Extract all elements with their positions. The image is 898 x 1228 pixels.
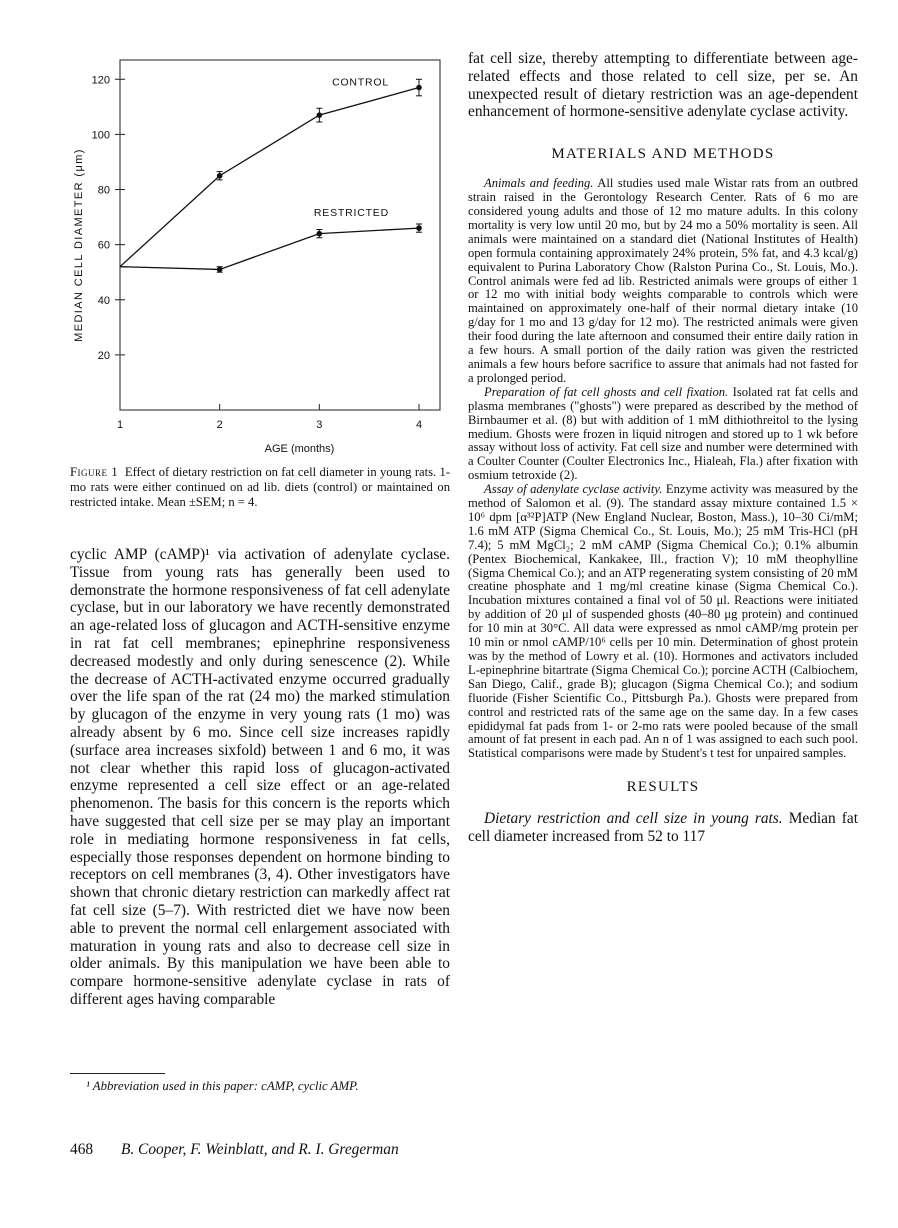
y-tick-label: 40	[97, 294, 110, 307]
caption-text: Effect of dietary restriction on fat cell diameter in young rats. 1-mo rats were either continued on ad lib. diets (control) or maintained on restricted intake. Mean ±SEM; n = 4.	[70, 465, 451, 509]
intro-paragraph: fat cell size, thereby attempting to differentiate between age-related effects and those related to cell size, per se. An unexpected result of dietary restriction was an age-dependent enhancement of hormone-sensitive adenylate cyclase activity.	[468, 50, 858, 121]
left-paragraph: cyclic AMP (cAMP)¹ via activation of adenylate cyclase. Tissue from young rats has generally been used to demonstrate the hormone responsiveness of fat cell adenylate cyclase, but in our laboratory we have recently demonstrated an age-related loss of glucagon and ACTH-sensitive enzyme in rat fat cell membranes; epinephrine responsiveness decreased modestly and only during senescence (2). While the decrease of ACTH-activated enzyme occurred gradually over the life span of the rat (24 mo) the marked stimulation by glucagon of the enzyme in very young rats (1 mo) was already absent by 6 mo. Since cell size increases rapidly (surface area increases sixfold) between 1 and 6 mo, it was not clear whether this rapid loss of glucagon-activated enzyme represented a cell size effect or an age-related phenomenon. The basis for this concern is the reports which have suggested that cell size per se may play an important role in mediating hormone responsiveness in fat cells, especially those responses dependent on hormone binding to receptors on cell membranes (3, 4). Other investigators have shown that chronic dietary restriction can markedly affect rat fat cell size (5–7). With restricted diet we have now been able to prevent the normal cell enlargement associated with maturation in young rats and also to decrease cell size in older animals. By this manipulation we have been able to compare hormone-sensitive adenylate cyclase in rats of different ages having comparable	[70, 546, 450, 1008]
page-footer	[70, 1141, 399, 1159]
animals-lead: Animals and feeding.	[484, 176, 594, 191]
methods-ghosts	[468, 386, 858, 483]
x-tick-label: 3	[316, 419, 323, 431]
y-axis-label: MEDIAN CELL DIAMETER (μm)	[73, 148, 85, 342]
series-line-restricted	[120, 228, 419, 269]
methods-animals	[468, 177, 858, 386]
footnote-text: ¹ Abbreviation used in this paper: cAMP, cyclic AMP.	[86, 1079, 359, 1093]
series-label-restricted: RESTRICTED	[313, 207, 389, 220]
page-number: 468	[70, 1141, 94, 1158]
figure-caption	[70, 465, 450, 510]
x-axis-label: AGE (months)	[264, 443, 335, 455]
methods-assay	[468, 483, 858, 761]
series-label-control: CONTROL	[332, 76, 389, 89]
y-tick-label: 120	[91, 74, 110, 87]
results-lead: Dietary restriction and cell size in young rats.	[484, 810, 783, 828]
data-point	[416, 85, 422, 91]
animals-text: All studies used male Wistar rats from an outbred strain raised in the Gerontology Research Center. Rats of 6 mo are considered young adults and those of 12 mo mature adults. In this colony mortality is very low until 20 mo, but by 24 mo a 50% mortality is seen. All animals were maintained on a standard diet (National Institutes of Health) open formula containing approximately 24% protein, 5% fat, and 4.3 kcal/g) equivalent to Purina Laboratory Chow (Ralston Purina Co., St. Louis, Mo.). Control animals were fed ad lib. Restricted animals were groups of either 1 or 12 mo with initial body weights comparable to controls which were maintained on approximately one-half of their normal dietary intake (10 g/day for 1 mo and 13 g/day for 12 mo). The restricted animals were given their food during the late afternoon and consumed their entire daily ration in a few hours. A small portion of the daily ration was given the restricted animals a few hours before sacrifice to assure that animals had not fasted for a prolonged period.	[468, 176, 858, 385]
chart-svg	[70, 50, 450, 455]
ghosts-text: Isolated rat fat cells and plasma membranes ("ghosts") were prepared as described by the method of Birnbaumer et al. (8) but with addition of 1 mM dithiothreitol to the lysing medium. Ghosts were frozen in liquid nitrogen and stored up to 1 wk before assay without loss of activity. Fat cell size and number were determined with a Coulter Counter (Coulter Electronics Inc., Hialeah, Fla.) after fixation with osmium tetroxide (2).	[468, 384, 858, 483]
y-tick-label: 100	[91, 129, 110, 142]
figure-1-chart	[70, 50, 450, 455]
data-point	[317, 231, 323, 237]
results-text: Median fat cell diameter increased from 52 to 117	[468, 810, 858, 846]
assay-text: Enzyme activity was measured by the method of Salomon et al. (9). The standard assay mixture contained 1.5 × 10⁶ dpm [α³²P]ATP (New England Nuclear, Boston, Mass.), 10–30 Ci/mM; 1.6 mM ATP (Sigma Chemical Co., St. Louis, Mo.); 25 mM Tris-HCl (pH 7.4); 5 mM MgCl₂; 2 mM cAMP (Sigma Chemical Co.); 0.1% albumin (Pentex Biochemical, Kankakee, Ill., fraction V); 10 mM theophylline (Sigma Chemical Co.); and an ATP regenerating system consisting of 20 mM creatine phosphate and 1 mg/ml creatine kinase (Sigma Chemical Co.). Incubation mixtures contained a final vol of 50 μl. Reactions were initiated by addition of 20 μl of suspended ghosts (40–80 μg protein) and continued for 10 min at 30°C. All data were expressed as nmol cAMP/mg protein per 10 min or nmol cAMP/10⁶ cells per 10 min. Determination of ghost protein was by the method of Lowry et al. (10). Hormones and activators included L-epinephrine bitartrate (Sigma Chemical Co.); porcine ACTH (Calbiochem, San Diego, Calif., grade B); glucagon (Sigma Chemical Co.); and sodium fluoride (Fisher Scientific Co., Pittsburgh Pa.). Ghosts were prepared from control and restricted rats of the same age on the same day. In a few cases epididymal fat pads from 1- or 2-mo rats were pooled because of the small amount of fat present in each pad. An n of 1 was assigned to each such pool. Statistical comparisons were made by Student's t test for unpaired samples.	[468, 482, 858, 761]
plot-frame	[120, 60, 440, 410]
y-tick-label: 60	[97, 239, 110, 252]
x-tick-label: 1	[116, 419, 124, 431]
data-point	[217, 173, 223, 179]
y-tick-label: 20	[97, 349, 110, 362]
caption-label: Figure 1	[70, 465, 119, 479]
series-line-control	[120, 88, 419, 267]
data-point	[217, 267, 223, 273]
assay-lead: Assay of adenylate cyclase activity.	[484, 482, 663, 497]
x-tick-label: 2	[216, 419, 223, 431]
footnote	[86, 1079, 456, 1094]
results-heading: RESULTS	[626, 779, 700, 796]
y-tick-label: 80	[97, 184, 110, 197]
ghosts-lead: Preparation of fat cell ghosts and cell fixation.	[484, 384, 729, 399]
footer-authors: B. Cooper, F. Weinblatt, and R. I. Gregerman	[120, 1141, 399, 1158]
data-point	[317, 112, 323, 118]
data-point	[416, 225, 422, 231]
methods-heading: MATERIALS AND METHODS	[551, 146, 775, 163]
left-column	[70, 50, 450, 1009]
x-tick-label: 4	[415, 419, 423, 431]
right-column	[468, 50, 858, 846]
footnote-divider	[70, 1073, 165, 1074]
results-paragraph	[468, 810, 858, 846]
